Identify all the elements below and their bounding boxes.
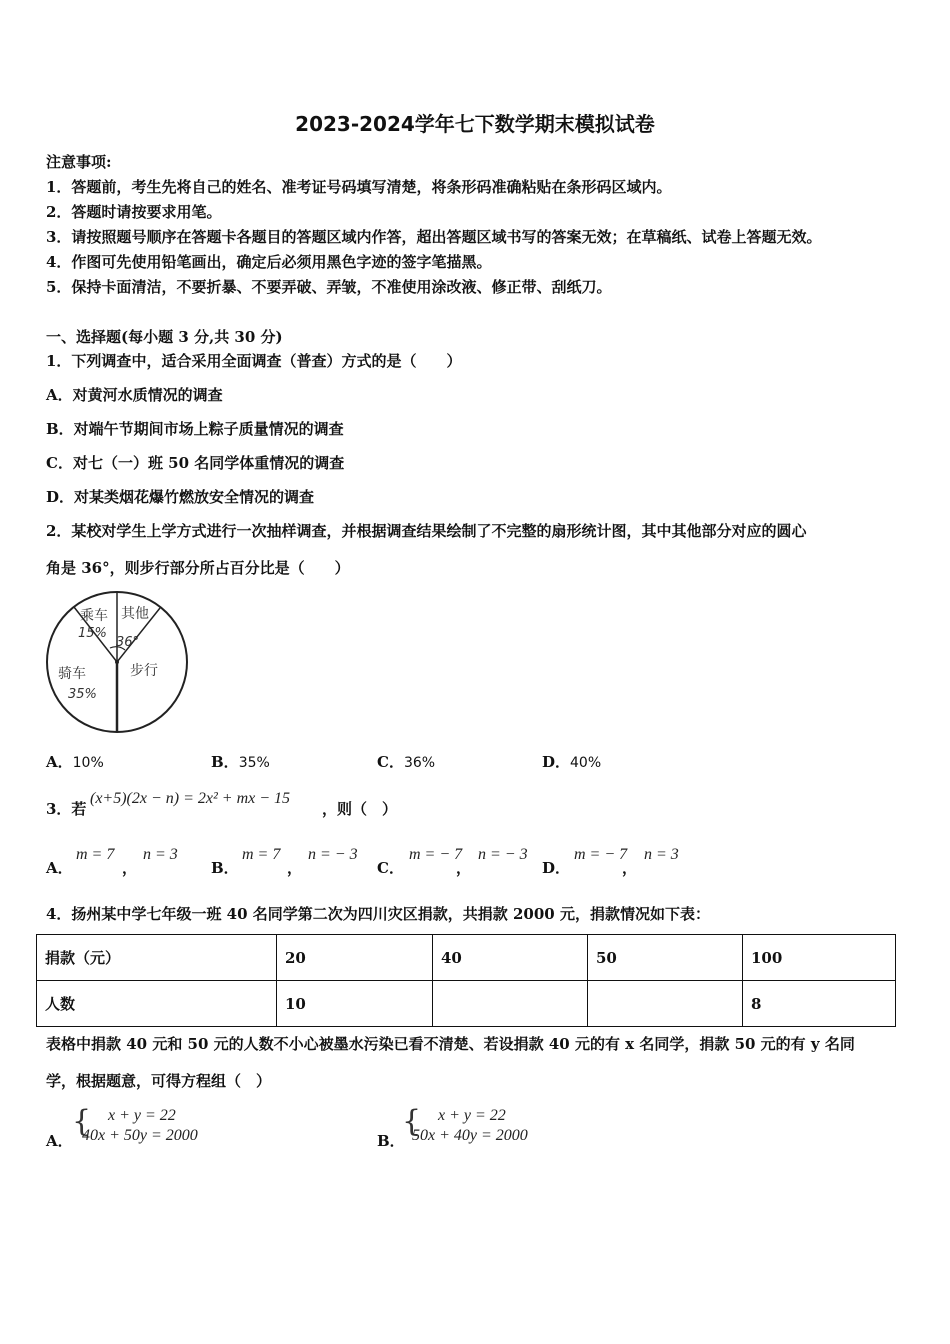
- notice-item-4: 4．作图可先使用铅笔画出，确定后必须用黑色字迹的签字笔描黑。: [46, 253, 492, 271]
- notice-item-5: 5．保持卡面清洁，不要折暴、不要弄破、弄皱，不准使用涂改液、修正带、刮纸刀。: [46, 278, 612, 296]
- q3-option-d-comma: ，: [622, 859, 638, 877]
- q4-option-b-brace: {: [402, 1104, 422, 1139]
- table-row: [37, 981, 896, 1027]
- notice-heading: 注意事项:: [46, 153, 112, 171]
- q4-after-line2: 学，根据题意，可得方程组（ ）: [46, 1072, 272, 1090]
- table-cell: 40: [433, 935, 588, 981]
- q4-option-b-letter: B．: [377, 1132, 405, 1150]
- q4-option-a-eq1: x + y = 22: [108, 1107, 176, 1124]
- q4-option-a-eq2: 40x + 50y = 2000: [82, 1127, 198, 1144]
- q3-option-a-letter: A．: [46, 859, 73, 877]
- q2-option-d: D．40%: [542, 753, 602, 771]
- q3-option-a-m: m = 7: [76, 846, 115, 863]
- q4-stem: 4．扬州某中学七年级一班 40 名同学第二次为四川灾区捐款，共捐款 2000 元，捐款情况如下表：: [46, 905, 710, 923]
- pie-label-ride: 乘车: [80, 608, 108, 624]
- q2-option-c: C．36%: [377, 753, 436, 771]
- page-title: 2023-2024学年七下数学期末模拟试卷: [295, 112, 655, 136]
- notice-item-1: 1．答题前，考生先将自己的姓名、准考证号码填写清楚，将条形码准确粘贴在条形码区域内。: [46, 178, 672, 196]
- q1-option-a: A．对黄河水质情况的调查: [46, 386, 223, 404]
- q2-option-b: B．35%: [211, 753, 270, 771]
- table-cell: [588, 981, 743, 1027]
- table-row: [37, 935, 896, 981]
- q3-option-c-letter: C．: [377, 859, 404, 877]
- q3-option-b-comma: ，: [287, 859, 303, 877]
- table-cell: 人数: [37, 981, 277, 1027]
- q3-suffix: ，则（ ）: [322, 800, 398, 818]
- q3-prefix: 3．若: [46, 800, 87, 818]
- pie-center: [115, 660, 119, 664]
- pie-label-walk: 步行: [130, 663, 158, 679]
- q3-option-c-n: n = − 3: [478, 846, 528, 863]
- pie-label-other: 其他: [121, 606, 149, 622]
- notice-item-2: 2．答题时请按要求用笔。: [46, 203, 222, 221]
- donation-table: [36, 934, 896, 1027]
- q4-option-b-eq2: 50x + 40y = 2000: [412, 1127, 528, 1144]
- table-cell: 捐款（元）: [37, 935, 277, 981]
- q4-after-line1: 表格中捐款 40 元和 50 元的人数不小心被墨水污染已看不清楚、若设捐款 40 元的有 x 名同学，捐款 50 元的有 y 名同: [46, 1035, 855, 1053]
- section-heading: 一、选择题(每小题 3 分,共 30 分): [46, 328, 283, 346]
- pie-angle-other: 36°: [116, 635, 140, 650]
- q4-option-a-letter: A．: [46, 1132, 73, 1150]
- pie-chart-figure: [40, 590, 200, 740]
- table-cell: 10: [277, 981, 433, 1027]
- q1-option-c: C．对七（一）班 50 名同学体重情况的调查: [46, 454, 345, 472]
- q3-option-d-m: m = − 7: [574, 846, 628, 863]
- q3-option-c-comma: ，: [456, 859, 472, 877]
- q3-option-a-comma: ，: [122, 859, 138, 877]
- q1-option-d: D．对某类烟花爆竹燃放安全情况的调查: [46, 488, 315, 506]
- pie-pct-bike: 35%: [68, 687, 97, 702]
- q4-option-a-brace: {: [72, 1104, 92, 1139]
- q3-option-d-letter: D．: [542, 859, 571, 877]
- q3-equation: (x+5)(2x − n) = 2x² + mx − 15: [90, 790, 291, 807]
- pie-label-bike: 骑车: [58, 666, 86, 682]
- q3-option-a-n: n = 3: [143, 846, 178, 863]
- pie-pct-ride: 15%: [78, 626, 107, 641]
- q3-option-b-n: n = − 3: [308, 846, 358, 863]
- table-cell: 8: [743, 981, 896, 1027]
- q2-stem-line2: 角是 36°，则步行部分所占百分比是（ ）: [46, 559, 350, 577]
- notice-item-3: 3．请按照题号顺序在答题卡各题目的答题区域内作答，超出答题区域书写的答案无效；在草稿纸、试卷上答题无效。: [46, 228, 822, 246]
- q2-stem-line1: 2．某校对学生上学方式进行一次抽样调查，并根据调查结果绘制了不完整的扇形统计图，其中其他部分对应的圆心: [46, 522, 807, 540]
- table-cell: 20: [277, 935, 433, 981]
- q2-option-a: A．10%: [46, 753, 104, 771]
- table-cell: 100: [743, 935, 896, 981]
- q3-option-b-letter: B．: [211, 859, 239, 877]
- q1-stem: 1．下列调查中，适合采用全面调查（普查）方式的是（ ）: [46, 352, 462, 370]
- table-cell: [433, 981, 588, 1027]
- q3-option-b-m: m = 7: [242, 846, 281, 863]
- q4-option-b-eq1: x + y = 22: [438, 1107, 506, 1124]
- q1-option-b: B．对端午节期间市场上粽子质量情况的调查: [46, 420, 344, 438]
- q3-option-d-n: n = 3: [644, 846, 679, 863]
- q3-option-c-m: m = − 7: [409, 846, 463, 863]
- table-cell: 50: [588, 935, 743, 981]
